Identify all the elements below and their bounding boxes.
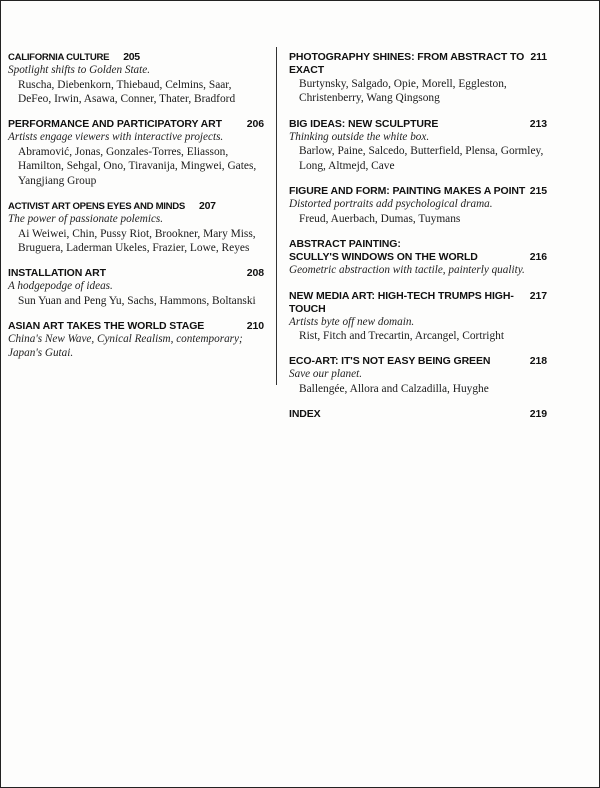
entry-title: ECO-ART: IT'S NOT EASY BEING GREEN [289,355,491,368]
entry-subtitle: Distorted portraits add psychological drama. [289,198,493,211]
entry-subtitle: Spotlight shifts to Golden State. [8,64,151,76]
entry-title: INSTALLATION ART [8,267,106,280]
column-divider [276,47,277,385]
entry-artists: Ai Weiwei, Chin, Pussy Riot, Brookner, Mary Miss, Bruguera, Laderman Ukeles, Frazier, Lowe, Reyes [18,227,256,254]
entry-title: CALIFORNIA CULTURE [8,52,110,63]
entry-heading [8,320,264,333]
toc-entry [289,51,547,106]
toc-entry [8,320,264,360]
toc-entry [8,118,264,188]
entry-heading [8,200,264,213]
entry-heading [289,290,547,316]
entry-title-line1: ABSTRACT PAINTING: [289,238,401,251]
entry-title: NEW MEDIA ART: HIGH-TECH TRUMPS HIGH-TOUCH [289,289,514,315]
toc-entry [289,118,547,173]
entry-title: FIGURE AND FORM: PAINTING MAKES A POINT [289,185,526,198]
toc-entry [8,267,264,308]
entry-page-number: 218 [529,355,547,368]
entry-heading [289,408,547,421]
entry-artists: Rist, Fitch and Trecartin, Arcangel, Cortright [299,330,505,343]
entry-artists: Abramović, Jonas, Gonzales-Torres, Eliasson, Hamilton, Sehgal, Ono, Tiravanija, Mingwei, Gates, Yangjiang Group [18,145,257,187]
entry-heading [8,267,264,280]
toc-entry [289,408,547,421]
entry-title: SCULLY'S WINDOWS ON THE WORLD [289,251,478,264]
entry-subtitle: A hodgepodge of ideas. [8,280,113,293]
entry-artists: Barlow, Paine, Salcedo, Butterfield, Plensa, Gormley, Long, Altmejd, Cave [299,145,544,172]
entry-heading [289,355,547,368]
entry-heading [8,51,264,64]
entry-heading [289,185,547,198]
toc-entry [8,200,264,255]
entry-page-number: 207 [199,200,216,213]
entry-subtitle: Artists byte off new domain. [289,315,415,328]
entry-page-number: 205 [123,51,140,63]
entry-artists: Ruscha, Diebenkorn, Thiebaud, Celmins, Saar, DeFeo, Irwin, Asawa, Conner, Thater, Bradford [18,78,236,105]
entry-page-number: 217 [529,289,547,302]
entry-page-number: 210 [246,320,264,333]
entry-subtitle: Artists engage viewers with interactive projects. [8,131,224,144]
entry-heading [289,251,547,264]
entry-subtitle: Thinking outside the white box. [289,130,430,143]
entry-title: INDEX [289,408,321,421]
entry-title: PHOTOGRAPHY SHINES: FROM ABSTRACT TO EXACT [289,51,525,76]
entry-page-number: 213 [529,117,547,130]
entry-artists: Ballengée, Allora and Calzadilla, Huyghe [299,382,489,395]
toc-left-column [8,51,264,360]
entry-page-number: 219 [529,408,547,421]
entry-page-number: 211 [530,51,547,63]
toc-entry [289,185,547,226]
entry-page-number: 208 [246,267,264,280]
entry-page-number: 206 [246,118,264,131]
toc-entry [289,355,547,396]
entry-title: PERFORMANCE AND PARTICIPATORY ART [8,118,222,131]
entry-title: ASIAN ART TAKES THE WORLD STAGE [8,320,205,333]
entry-page-number: 216 [529,251,547,264]
toc-entry [289,290,547,344]
entry-subtitle: Geometric abstraction with tactile, painterly quality. [289,264,525,277]
entry-heading [8,118,264,131]
entry-heading [289,51,547,77]
entry-title: ACTIVIST ART OPENS EYES AND MINDS [8,201,186,213]
entry-page-number: 215 [529,185,547,198]
entry-subtitle: Save our planet. [289,368,363,381]
toc-entry [8,51,264,106]
entry-artists: Freud, Auerbach, Dumas, Tuymans [299,212,461,225]
toc-entry [289,238,547,278]
toc-right-column [289,51,547,421]
entry-artists: Burtynsky, Salgado, Opie, Morell, Eggleston, Christenberry, Wang Qingsong [299,78,507,105]
entry-subtitle: China's New Wave, Cynical Realism, contemporary; Japan's Gutai. [8,333,243,359]
entry-title: BIG IDEAS: NEW SCULPTURE [289,117,439,130]
entry-heading [289,118,547,131]
entry-artists: Sun Yuan and Peng Yu, Sachs, Hammons, Boltanski [18,294,256,307]
entry-subtitle: The power of passionate polemics. [8,213,164,226]
entry-heading-line1 [289,238,547,251]
